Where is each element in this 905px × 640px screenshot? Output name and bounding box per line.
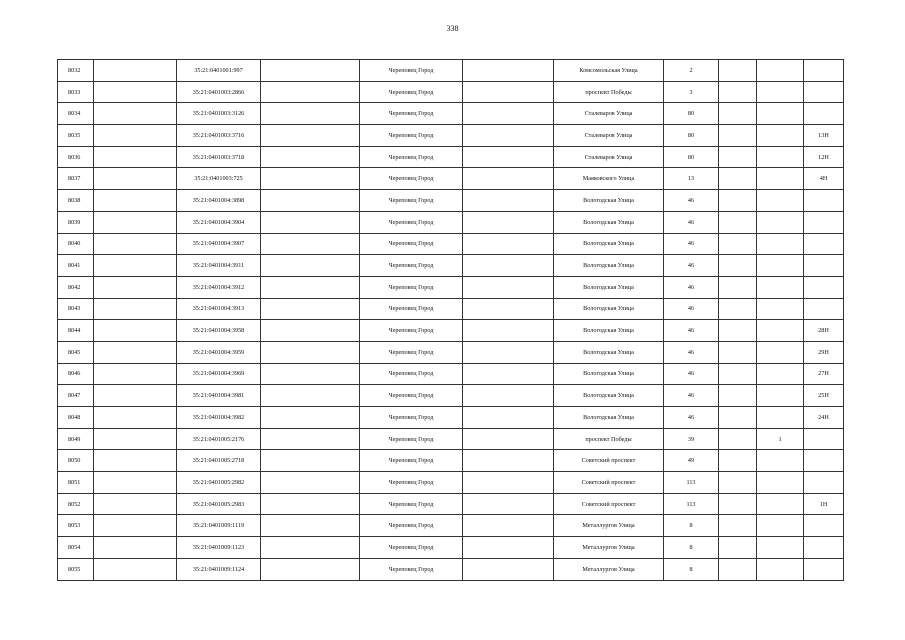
table-row [58, 276, 844, 298]
street-cell: Вологодская Улица [554, 363, 664, 385]
street-cell: Вологодская Улица [554, 190, 664, 212]
empty-cell [94, 428, 177, 450]
house-number-cell: 2 [664, 60, 719, 82]
extra-cell [757, 493, 804, 515]
city-cell: Череповец Город [360, 211, 463, 233]
extra-cell [757, 450, 804, 472]
empty-cell [94, 60, 177, 82]
cadastral-number-cell: 35:21:0401003:3126 [177, 103, 261, 125]
row-number-cell: 8052 [58, 493, 94, 515]
empty-cell [94, 558, 177, 580]
extra-cell [757, 211, 804, 233]
empty-cell [261, 81, 360, 103]
street-cell: Металлургов Улица [554, 537, 664, 559]
empty-cell [261, 515, 360, 537]
extra-cell [757, 558, 804, 580]
house-number-cell: 46 [664, 407, 719, 429]
premises-cell: 24Н [804, 407, 844, 429]
cadastral-number-cell: 35:21:0401005:2982 [177, 472, 261, 494]
row-number-cell: 8042 [58, 276, 94, 298]
street-cell: Вологодская Улица [554, 276, 664, 298]
premises-cell: 25Н [804, 385, 844, 407]
empty-cell [94, 493, 177, 515]
house-number-cell: 8 [664, 537, 719, 559]
city-cell: Череповец Город [360, 190, 463, 212]
extra-cell [757, 385, 804, 407]
empty-cell [94, 537, 177, 559]
cadastral-number-cell: 35:21:0401009:1124 [177, 558, 261, 580]
cadastral-number-cell: 35:21:0401005:2718 [177, 450, 261, 472]
table-row [58, 298, 844, 320]
row-number-cell: 8050 [58, 450, 94, 472]
building-cell [719, 125, 757, 147]
empty-cell [94, 385, 177, 407]
house-number-cell: 80 [664, 146, 719, 168]
premises-cell: 29Н [804, 341, 844, 363]
street-cell: Вологодская Улица [554, 233, 664, 255]
table-body [58, 60, 844, 581]
extra-cell [757, 341, 804, 363]
cadastral-number-cell: 35:21:0401003:2866 [177, 81, 261, 103]
empty-cell [463, 233, 554, 255]
building-cell [719, 320, 757, 342]
city-cell: Череповец Город [360, 515, 463, 537]
empty-cell [463, 450, 554, 472]
row-number-cell: 8051 [58, 472, 94, 494]
cadastral-number-cell: 35:21:0401003:3716 [177, 125, 261, 147]
cadastral-number-cell: 35:21:0401003:3718 [177, 146, 261, 168]
city-cell: Череповец Город [360, 363, 463, 385]
premises-cell [804, 81, 844, 103]
table-row [58, 190, 844, 212]
row-number-cell: 8053 [58, 515, 94, 537]
table-row [58, 493, 844, 515]
empty-cell [261, 428, 360, 450]
street-cell: Металлургов Улица [554, 558, 664, 580]
cadastral-number-cell: 35:21:0401001:997 [177, 60, 261, 82]
street-cell: проспект Победы [554, 428, 664, 450]
empty-cell [261, 363, 360, 385]
house-number-cell: 46 [664, 298, 719, 320]
empty-cell [463, 515, 554, 537]
extra-cell [757, 407, 804, 429]
extra-cell [757, 125, 804, 147]
cadastral-number-cell: 35:21:0401004:3907 [177, 233, 261, 255]
house-number-cell: 80 [664, 103, 719, 125]
empty-cell [94, 103, 177, 125]
street-cell: Сталеваров Улица [554, 125, 664, 147]
house-number-cell: 3 [664, 81, 719, 103]
empty-cell [94, 211, 177, 233]
premises-cell: 1Н [804, 493, 844, 515]
premises-cell: 28Н [804, 320, 844, 342]
building-cell [719, 428, 757, 450]
empty-cell [94, 233, 177, 255]
table-row [58, 168, 844, 190]
row-number-cell: 8032 [58, 60, 94, 82]
street-cell: Вологодская Улица [554, 385, 664, 407]
extra-cell [757, 255, 804, 277]
city-cell: Череповец Город [360, 493, 463, 515]
empty-cell [94, 515, 177, 537]
extra-cell [757, 60, 804, 82]
city-cell: Череповец Город [360, 428, 463, 450]
house-number-cell: 113 [664, 493, 719, 515]
house-number-cell: 46 [664, 385, 719, 407]
street-cell: Вологодская Улица [554, 211, 664, 233]
premises-cell [804, 233, 844, 255]
building-cell [719, 450, 757, 472]
row-number-cell: 8038 [58, 190, 94, 212]
table-row [58, 125, 844, 147]
premises-cell [804, 103, 844, 125]
city-cell: Череповец Город [360, 233, 463, 255]
empty-cell [94, 407, 177, 429]
premises-cell: 13Н [804, 125, 844, 147]
empty-cell [261, 103, 360, 125]
row-number-cell: 8037 [58, 168, 94, 190]
cadastral-number-cell: 35:21:0401004:3969 [177, 363, 261, 385]
building-cell [719, 385, 757, 407]
table-row [58, 428, 844, 450]
cadastral-number-cell: 35:21:0401003:725 [177, 168, 261, 190]
city-cell: Череповец Город [360, 320, 463, 342]
extra-cell [757, 81, 804, 103]
street-cell: Вологодская Улица [554, 407, 664, 429]
empty-cell [94, 276, 177, 298]
empty-cell [261, 146, 360, 168]
house-number-cell: 46 [664, 363, 719, 385]
table-row [58, 146, 844, 168]
empty-cell [261, 537, 360, 559]
empty-cell [94, 255, 177, 277]
empty-cell [94, 320, 177, 342]
premises-cell [804, 276, 844, 298]
empty-cell [463, 103, 554, 125]
premises-cell [804, 558, 844, 580]
street-cell: Сталеваров Улица [554, 103, 664, 125]
table-row [58, 60, 844, 82]
row-number-cell: 8049 [58, 428, 94, 450]
row-number-cell: 8034 [58, 103, 94, 125]
premises-cell: 12Н [804, 146, 844, 168]
city-cell: Череповец Город [360, 558, 463, 580]
building-cell [719, 407, 757, 429]
extra-cell [757, 146, 804, 168]
house-number-cell: 8 [664, 515, 719, 537]
empty-cell [261, 255, 360, 277]
empty-cell [94, 168, 177, 190]
empty-cell [463, 558, 554, 580]
building-cell [719, 558, 757, 580]
table-row [58, 341, 844, 363]
city-cell: Череповец Город [360, 407, 463, 429]
cadastral-number-cell: 35:21:0401004:3959 [177, 341, 261, 363]
row-number-cell: 8055 [58, 558, 94, 580]
premises-cell: 27Н [804, 363, 844, 385]
empty-cell [261, 385, 360, 407]
building-cell [719, 493, 757, 515]
extra-cell [757, 233, 804, 255]
extra-cell [757, 320, 804, 342]
city-cell: Череповец Город [360, 255, 463, 277]
extra-cell [757, 103, 804, 125]
empty-cell [261, 276, 360, 298]
table-row [58, 407, 844, 429]
table-row [58, 472, 844, 494]
street-cell: проспект Победы [554, 81, 664, 103]
empty-cell [261, 190, 360, 212]
street-cell: Советский проспект [554, 472, 664, 494]
empty-cell [261, 60, 360, 82]
empty-cell [94, 472, 177, 494]
empty-cell [94, 125, 177, 147]
building-cell [719, 276, 757, 298]
empty-cell [463, 190, 554, 212]
extra-cell [757, 190, 804, 212]
extra-cell [757, 276, 804, 298]
house-number-cell: 46 [664, 255, 719, 277]
cadastral-number-cell: 35:21:0401009:1119 [177, 515, 261, 537]
cadastral-number-cell: 35:21:0401004:3911 [177, 255, 261, 277]
cadastral-number-cell: 35:21:0401009:1123 [177, 537, 261, 559]
empty-cell [261, 298, 360, 320]
extra-cell [757, 168, 804, 190]
building-cell [719, 255, 757, 277]
premises-cell [804, 472, 844, 494]
empty-cell [94, 341, 177, 363]
premises-cell [804, 190, 844, 212]
city-cell: Череповец Город [360, 146, 463, 168]
empty-cell [463, 428, 554, 450]
table-row [58, 515, 844, 537]
table-row [58, 558, 844, 580]
empty-cell [463, 146, 554, 168]
table-row [58, 320, 844, 342]
empty-cell [463, 341, 554, 363]
house-number-cell: 13 [664, 168, 719, 190]
extra-cell [757, 298, 804, 320]
street-cell: Вологодская Улица [554, 341, 664, 363]
city-cell: Череповец Город [360, 125, 463, 147]
empty-cell [463, 298, 554, 320]
premises-cell [804, 255, 844, 277]
premises-cell [804, 60, 844, 82]
house-number-cell: 46 [664, 211, 719, 233]
street-cell: Советский проспект [554, 493, 664, 515]
empty-cell [463, 168, 554, 190]
empty-cell [94, 190, 177, 212]
registry-table [57, 59, 844, 581]
street-cell: Комсомольская Улица [554, 60, 664, 82]
empty-cell [463, 60, 554, 82]
row-number-cell: 8039 [58, 211, 94, 233]
row-number-cell: 8043 [58, 298, 94, 320]
house-number-cell: 80 [664, 125, 719, 147]
premises-cell [804, 298, 844, 320]
table-row [58, 255, 844, 277]
row-number-cell: 8044 [58, 320, 94, 342]
city-cell: Череповец Город [360, 472, 463, 494]
empty-cell [463, 276, 554, 298]
empty-cell [261, 558, 360, 580]
house-number-cell: 49 [664, 450, 719, 472]
empty-cell [94, 81, 177, 103]
building-cell [719, 60, 757, 82]
empty-cell [261, 341, 360, 363]
city-cell: Череповец Город [360, 276, 463, 298]
street-cell: Вологодская Улица [554, 320, 664, 342]
cadastral-number-cell: 35:21:0401005:2983 [177, 493, 261, 515]
city-cell: Череповец Город [360, 60, 463, 82]
empty-cell [463, 537, 554, 559]
street-cell: Вологодская Улица [554, 255, 664, 277]
empty-cell [463, 211, 554, 233]
city-cell: Череповец Город [360, 81, 463, 103]
empty-cell [463, 125, 554, 147]
building-cell [719, 211, 757, 233]
building-cell [719, 298, 757, 320]
premises-cell [804, 428, 844, 450]
cadastral-number-cell: 35:21:0401004:3898 [177, 190, 261, 212]
building-cell [719, 515, 757, 537]
table-row [58, 233, 844, 255]
empty-cell [463, 407, 554, 429]
house-number-cell: 8 [664, 558, 719, 580]
city-cell: Череповец Город [360, 168, 463, 190]
empty-cell [261, 233, 360, 255]
row-number-cell: 8035 [58, 125, 94, 147]
building-cell [719, 190, 757, 212]
extra-cell [757, 472, 804, 494]
house-number-cell: 113 [664, 472, 719, 494]
cadastral-number-cell: 35:21:0401005:2176 [177, 428, 261, 450]
cadastral-number-cell: 35:21:0401004:3912 [177, 276, 261, 298]
house-number-cell: 46 [664, 320, 719, 342]
empty-cell [463, 255, 554, 277]
extra-cell [757, 537, 804, 559]
empty-cell [94, 450, 177, 472]
table-row [58, 103, 844, 125]
house-number-cell: 46 [664, 341, 719, 363]
building-cell [719, 341, 757, 363]
table-row [58, 385, 844, 407]
cadastral-number-cell: 35:21:0401004:3913 [177, 298, 261, 320]
page-number: 338 [446, 24, 459, 33]
building-cell [719, 233, 757, 255]
building-cell [719, 168, 757, 190]
empty-cell [94, 363, 177, 385]
empty-cell [261, 211, 360, 233]
row-number-cell: 8047 [58, 385, 94, 407]
premises-cell [804, 515, 844, 537]
row-number-cell: 8033 [58, 81, 94, 103]
house-number-cell: 39 [664, 428, 719, 450]
row-number-cell: 8054 [58, 537, 94, 559]
premises-cell [804, 537, 844, 559]
row-number-cell: 8046 [58, 363, 94, 385]
empty-cell [261, 493, 360, 515]
city-cell: Череповец Город [360, 385, 463, 407]
city-cell: Череповец Город [360, 103, 463, 125]
cadastral-number-cell: 35:21:0401004:3982 [177, 407, 261, 429]
building-cell [719, 146, 757, 168]
building-cell [719, 103, 757, 125]
city-cell: Череповец Город [360, 298, 463, 320]
street-cell: Металлургов Улица [554, 515, 664, 537]
extra-cell: 1 [757, 428, 804, 450]
empty-cell [463, 472, 554, 494]
table-row [58, 537, 844, 559]
empty-cell [261, 450, 360, 472]
city-cell: Череповец Город [360, 341, 463, 363]
building-cell [719, 472, 757, 494]
extra-cell [757, 515, 804, 537]
premises-cell: 4Н [804, 168, 844, 190]
row-number-cell: 8048 [58, 407, 94, 429]
empty-cell [261, 168, 360, 190]
table-row [58, 211, 844, 233]
building-cell [719, 537, 757, 559]
house-number-cell: 46 [664, 190, 719, 212]
empty-cell [261, 125, 360, 147]
empty-cell [261, 472, 360, 494]
row-number-cell: 8036 [58, 146, 94, 168]
street-cell: Маяковского Улица [554, 168, 664, 190]
table-row [58, 363, 844, 385]
row-number-cell: 8045 [58, 341, 94, 363]
extra-cell [757, 363, 804, 385]
empty-cell [94, 146, 177, 168]
row-number-cell: 8041 [58, 255, 94, 277]
empty-cell [463, 363, 554, 385]
premises-cell [804, 450, 844, 472]
cadastral-number-cell: 35:21:0401004:3958 [177, 320, 261, 342]
empty-cell [463, 320, 554, 342]
empty-cell [463, 493, 554, 515]
cadastral-number-cell: 35:21:0401004:3981 [177, 385, 261, 407]
cadastral-number-cell: 35:21:0401004:3904 [177, 211, 261, 233]
premises-cell [804, 211, 844, 233]
city-cell: Череповец Город [360, 537, 463, 559]
city-cell: Череповец Город [360, 450, 463, 472]
house-number-cell: 46 [664, 276, 719, 298]
empty-cell [94, 298, 177, 320]
empty-cell [261, 407, 360, 429]
table-row [58, 450, 844, 472]
table-row [58, 81, 844, 103]
empty-cell [463, 81, 554, 103]
building-cell [719, 363, 757, 385]
house-number-cell: 46 [664, 233, 719, 255]
street-cell: Советский проспект [554, 450, 664, 472]
street-cell: Сталеваров Улица [554, 146, 664, 168]
building-cell [719, 81, 757, 103]
empty-cell [463, 385, 554, 407]
row-number-cell: 8040 [58, 233, 94, 255]
empty-cell [261, 320, 360, 342]
street-cell: Вологодская Улица [554, 298, 664, 320]
